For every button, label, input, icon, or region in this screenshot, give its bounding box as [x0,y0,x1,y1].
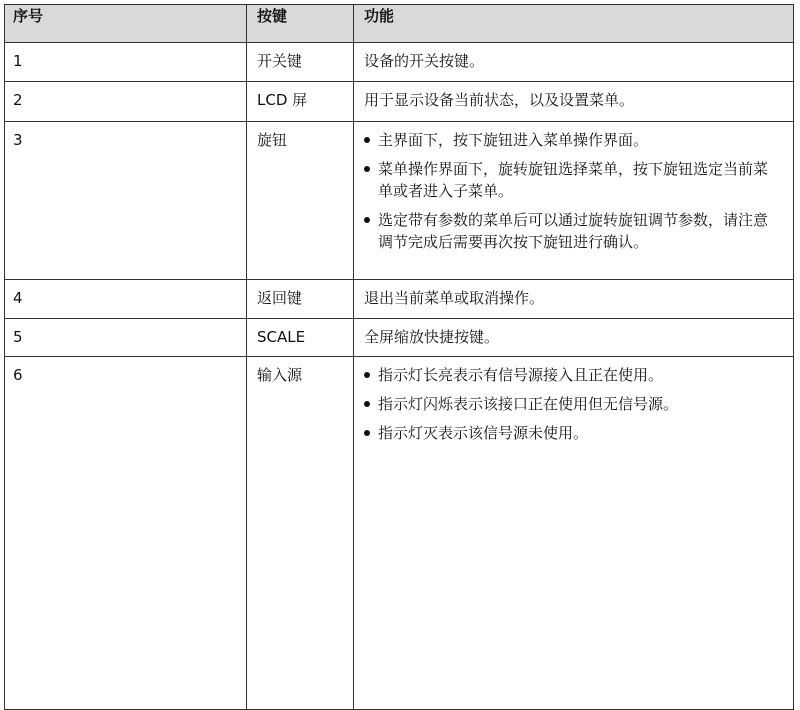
cell-key [247,319,354,357]
bullet-dot-icon [364,401,370,407]
header-number [5,5,247,43]
row-key-name: SCALE [257,328,306,346]
bullet-text: 菜单操作界面下，旋转旋钮选择菜单，按下旋钮选定当前菜单或者进入子菜单。 [378,160,769,200]
bullet-text: 主界面下，按下旋钮进入菜单操作界面。 [378,131,649,149]
table-row [5,43,794,82]
cell-key [247,43,354,82]
header-key [247,5,354,43]
cell-number [5,357,247,710]
row-key-name: 输入源 [257,366,303,384]
cell-key [247,82,354,122]
bullet-item [364,209,781,253]
bullet-dot-icon [364,217,370,223]
table-header-row [5,5,794,43]
row-key-name: 返回键 [257,289,303,307]
bullet-dot-icon [364,430,370,436]
bullet-dot-icon [364,372,370,378]
row-number: 5 [13,328,23,346]
cell-function [354,319,794,357]
table-row [5,319,794,357]
row-key-name: 旋钮 [257,131,288,149]
row-key-name: LCD 屏 [257,91,308,109]
row-number: 4 [13,289,23,307]
bullet-dot-icon [364,137,370,143]
row-number: 6 [13,366,23,384]
cell-number [5,280,247,319]
bullet-item [364,364,781,386]
header-key-label: 按键 [257,7,288,25]
cell-key [247,280,354,319]
bullet-item [364,422,781,444]
table-row [5,280,794,319]
function-bullet-list [354,357,793,444]
cell-function [354,280,794,319]
row-number: 2 [13,91,23,109]
cell-function [354,43,794,82]
bullet-text: 指示灯长亮表示有信号源接入且正在使用。 [378,366,664,384]
bullet-text: 选定带有参数的菜单后可以通过旋转旋钮调节参数，请注意调节完成后需要再次按下旋钮进行确认。 [378,211,769,251]
table-row [5,357,794,710]
row-function-text: 全屏缩放快捷按键。 [364,328,500,346]
cell-function [354,82,794,122]
cell-function [354,357,794,710]
table-row [5,122,794,280]
cell-number [5,319,247,357]
cell-function [354,122,794,280]
table-row [5,82,794,122]
row-number: 3 [13,131,23,149]
bullet-text: 指示灯灭表示该信号源未使用。 [378,424,589,442]
row-function-text: 用于显示设备当前状态，以及设置菜单。 [364,91,635,109]
row-function-text: 设备的开关按键。 [364,52,485,70]
cell-number [5,122,247,280]
cell-key [247,357,354,710]
header-number-label: 序号 [13,7,44,25]
bullet-item [364,129,781,151]
bullet-dot-icon [364,166,370,172]
row-number: 1 [13,52,23,70]
button-function-table [4,4,794,710]
row-key-name: 开关键 [257,52,303,70]
cell-key [247,122,354,280]
header-function-label: 功能 [364,7,395,25]
bullet-item [364,158,781,202]
bullet-item [364,393,781,415]
cell-number [5,82,247,122]
header-function [354,5,794,43]
cell-number [5,43,247,82]
bullet-text: 指示灯闪烁表示该接口正在使用但无信号源。 [378,395,679,413]
row-function-text: 退出当前菜单或取消操作。 [364,289,545,307]
function-bullet-list [354,122,793,253]
